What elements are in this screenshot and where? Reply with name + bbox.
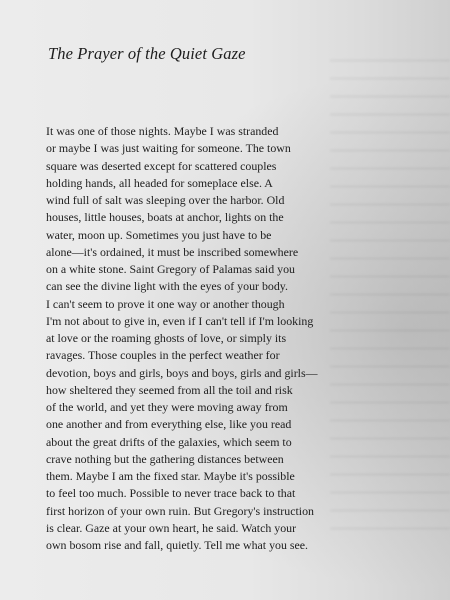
poem-line: them. Maybe I am the fixed star. Maybe it's possible [46,469,295,483]
poem-line: square was deserted except for scattered couples [46,158,277,173]
poem-line: holding hands, all headed for someplace else. A [46,175,273,190]
poem-line: alone—it's ordained, it must be inscribed somewhere [46,244,299,259]
poem-line: to feel too much. Possible to never trace back to that [46,486,296,501]
poem-line: on a white stone. Saint Gregory of Palamas said you [46,262,295,276]
poem-line: I'm not about to give in, even if I can't tell if I'm looking [46,313,314,328]
poem-line: water, moon up. Sometimes you just have to be [46,227,272,242]
poem-title: The Prayer of the Quiet Gaze [48,44,246,63]
poem-line: It was one of those nights. Maybe I was stranded [46,124,279,138]
poem-line: I can't seem to prove it one way or another though [46,296,285,311]
poem-line: one another and from everything else, like you read [46,417,292,432]
poem-line: about the great drifts of the galaxies, which seem to [46,434,292,449]
poem-line: how sheltered they seemed from all the toil and risk [46,382,293,397]
poem-line: is clear. Gaze at your own heart, he said. Watch your [46,520,297,535]
show-through-text [330,60,450,540]
poem-line: can see the divine light with the eyes of your body. [46,279,288,294]
poem-line: ravages. Those couples in the perfect weather for [46,348,280,363]
poem-line: at love or the roaming ghosts of love, or simply its [46,331,287,345]
poem-line: own bosom rise and fall, quietly. Tell me what you see. [46,538,309,552]
poem-line: first horizon of your own ruin. But Gregory's instruction [46,503,314,518]
poem-line: of the world, and yet they were moving away from [46,400,288,414]
poem-line: or maybe I was just waiting for someone. The town [46,141,291,156]
poem-line: houses, little houses, boats at anchor, lights on the [46,210,284,225]
poem-line: devotion, boys and girls, boys and boys, girls and girls— [46,365,318,380]
poem-line: wind full of salt was sleeping over the harbor. Old [46,193,285,207]
poem-line: crave nothing but the gathering distances between [46,451,284,466]
poem-body [46,123,346,554]
